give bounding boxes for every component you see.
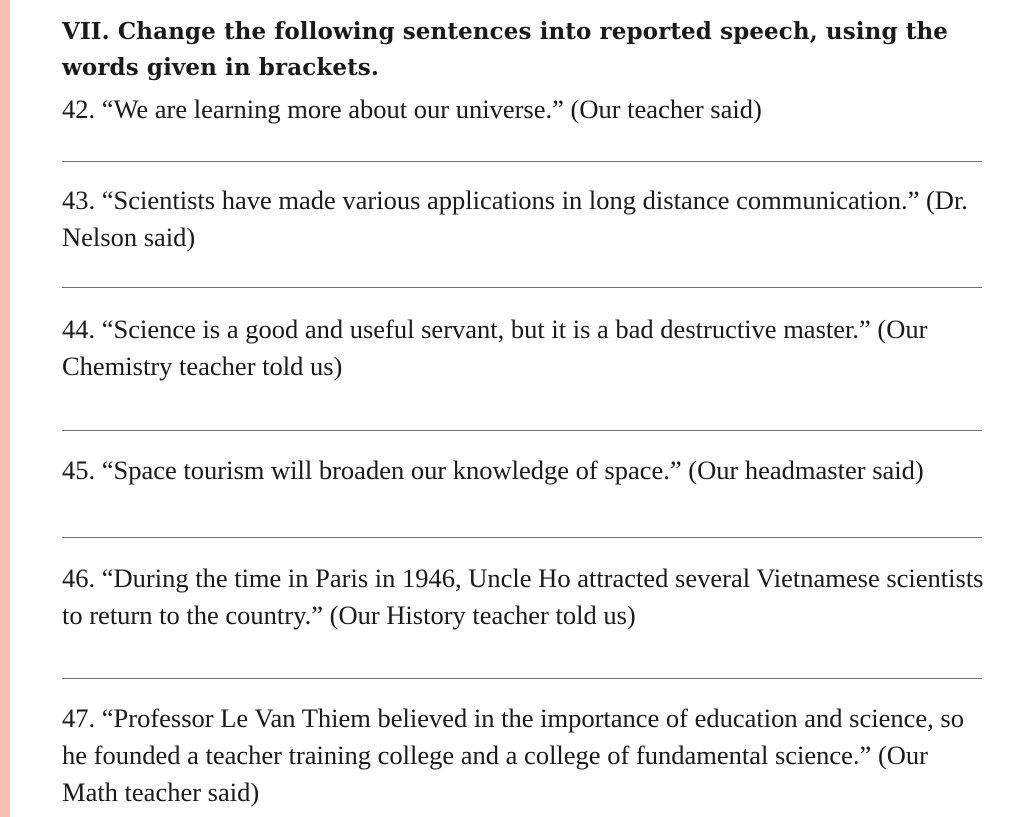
question-43: 43. “Scientists have made various applications in long distance communication.” (Dr. Nelson said) [62, 185, 968, 252]
answer-line-44[interactable] [62, 430, 982, 431]
worksheet [62, 0, 987, 817]
left-margin-stripe [0, 0, 10, 817]
section-title: VII. Change the following sentences into reported speech, using the words given in brackets. [62, 18, 949, 81]
question-44: 44. “Science is a good and useful servant, but it is a bad destructive master.” (Our Chemistry teacher told us) [62, 314, 928, 381]
question-47: 47. “Professor Le Van Thiem believed in the importance of education and science, so he founded a teacher training college and a college of fundamental science.” (Our Math teacher said) [62, 703, 964, 807]
question-45: 45. “Space tourism will broaden our knowledge of space.” (Our headmaster said) [62, 455, 924, 485]
answer-line-45[interactable] [62, 537, 982, 538]
answer-line-46[interactable] [62, 678, 982, 679]
answer-line-42[interactable] [62, 161, 982, 162]
answer-line-43[interactable] [62, 287, 982, 288]
question-42: 42. “We are learning more about our universe.” (Our teacher said) [62, 94, 762, 124]
question-46: 46. “During the time in Paris in 1946, Uncle Ho attracted several Vietnamese scientists to return to the country.” (Our History teacher told us) [62, 563, 984, 630]
